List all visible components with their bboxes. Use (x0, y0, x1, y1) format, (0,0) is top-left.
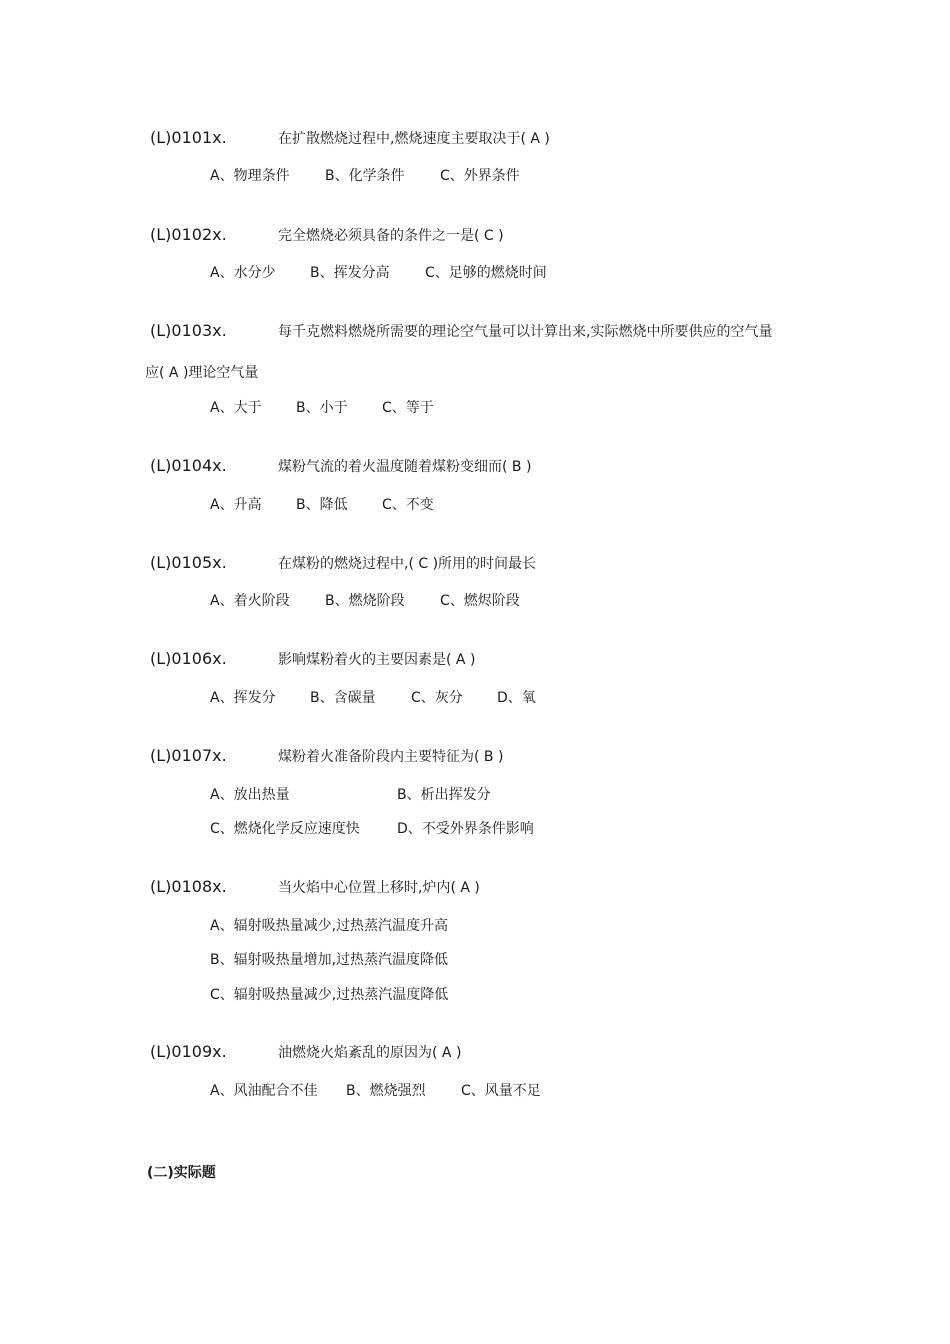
option-c: C、不变 (382, 497, 434, 513)
option-c: C、足够的燃烧时间 (425, 265, 547, 281)
question-0101 (150, 128, 550, 148)
option-b: B、小于 (296, 400, 348, 416)
question-number: (L)0101x. (150, 128, 227, 147)
option-a: A、挥发分 (210, 690, 276, 706)
option-c: C、辐射吸热量减少,过热蒸汽温度降低 (210, 987, 449, 1003)
option-b: B、含碳量 (310, 690, 376, 706)
option-b: B、挥发分高 (310, 265, 390, 281)
question-0108 (150, 877, 480, 897)
question-0104 (150, 456, 531, 476)
question-0102 (150, 225, 504, 245)
option-a: A、物理条件 (210, 168, 290, 184)
question-stem: 影响煤粉着火的主要因素是( A ) (278, 652, 476, 668)
question-stem: 完全燃烧必须具备的条件之一是( C ) (278, 228, 504, 244)
question-number: (L)0107x. (150, 746, 227, 765)
question-0109 (150, 1042, 461, 1062)
option-b: B、燃烧强烈 (346, 1083, 426, 1099)
question-stem: 当火焰中心位置上移时,炉内( A ) (278, 880, 480, 896)
option-d: D、氧 (497, 690, 536, 706)
question-stem: 每千克燃料燃烧所需要的理论空气量可以计算出来,实际燃烧中所要供应的空气量 (278, 324, 773, 340)
question-stem: 煤粉气流的着火温度随着煤粉变细而( B ) (278, 459, 532, 475)
question-stem: 在煤粉的燃烧过程中,( C )所用的时间最长 (278, 556, 537, 572)
question-0107 (150, 746, 503, 766)
question-stem: 在扩散燃烧过程中,燃烧速度主要取决于( A ) (278, 131, 550, 147)
question-number: (L)0106x. (150, 649, 227, 668)
option-a: A、大于 (210, 400, 262, 416)
option-c: C、燃烧化学反应速度快 (210, 821, 360, 837)
question-number: (L)0105x. (150, 553, 227, 572)
option-c: C、外界条件 (440, 168, 520, 184)
question-0103 (150, 321, 772, 341)
option-c: C、燃烬阶段 (440, 593, 520, 609)
question-stem-continuation: 应( A )理论空气量 (145, 365, 259, 381)
option-a: A、升高 (210, 497, 262, 513)
section-heading: (二)实际题 (147, 1165, 216, 1181)
question-0106 (150, 649, 475, 669)
option-c: C、等于 (382, 400, 434, 416)
option-b: B、辐射吸热量增加,过热蒸汽温度降低 (210, 952, 449, 968)
question-number: (L)0108x. (150, 877, 227, 896)
option-b: B、降低 (296, 497, 348, 513)
question-number: (L)0103x. (150, 321, 227, 340)
question-stem: 煤粉着火准备阶段内主要特征为( B ) (278, 749, 504, 765)
question-number: (L)0104x. (150, 456, 227, 475)
option-b: B、燃烧阶段 (325, 593, 405, 609)
question-number: (L)0109x. (150, 1042, 227, 1061)
question-number: (L)0102x. (150, 225, 227, 244)
option-a: A、风油配合不佳 (210, 1083, 318, 1099)
option-a: A、着火阶段 (210, 593, 290, 609)
option-b: B、析出挥发分 (397, 787, 491, 803)
option-a: A、水分少 (210, 265, 276, 281)
option-c: C、风量不足 (461, 1083, 541, 1099)
option-d: D、不受外界条件影响 (397, 821, 534, 837)
question-stem: 油燃烧火焰紊乱的原因为( A ) (278, 1045, 462, 1061)
question-0105 (150, 553, 536, 573)
option-a: A、辐射吸热量减少,过热蒸汽温度升高 (210, 918, 449, 934)
option-b: B、化学条件 (325, 168, 405, 184)
option-c: C、灰分 (411, 690, 463, 706)
option-a: A、放出热量 (210, 787, 290, 803)
